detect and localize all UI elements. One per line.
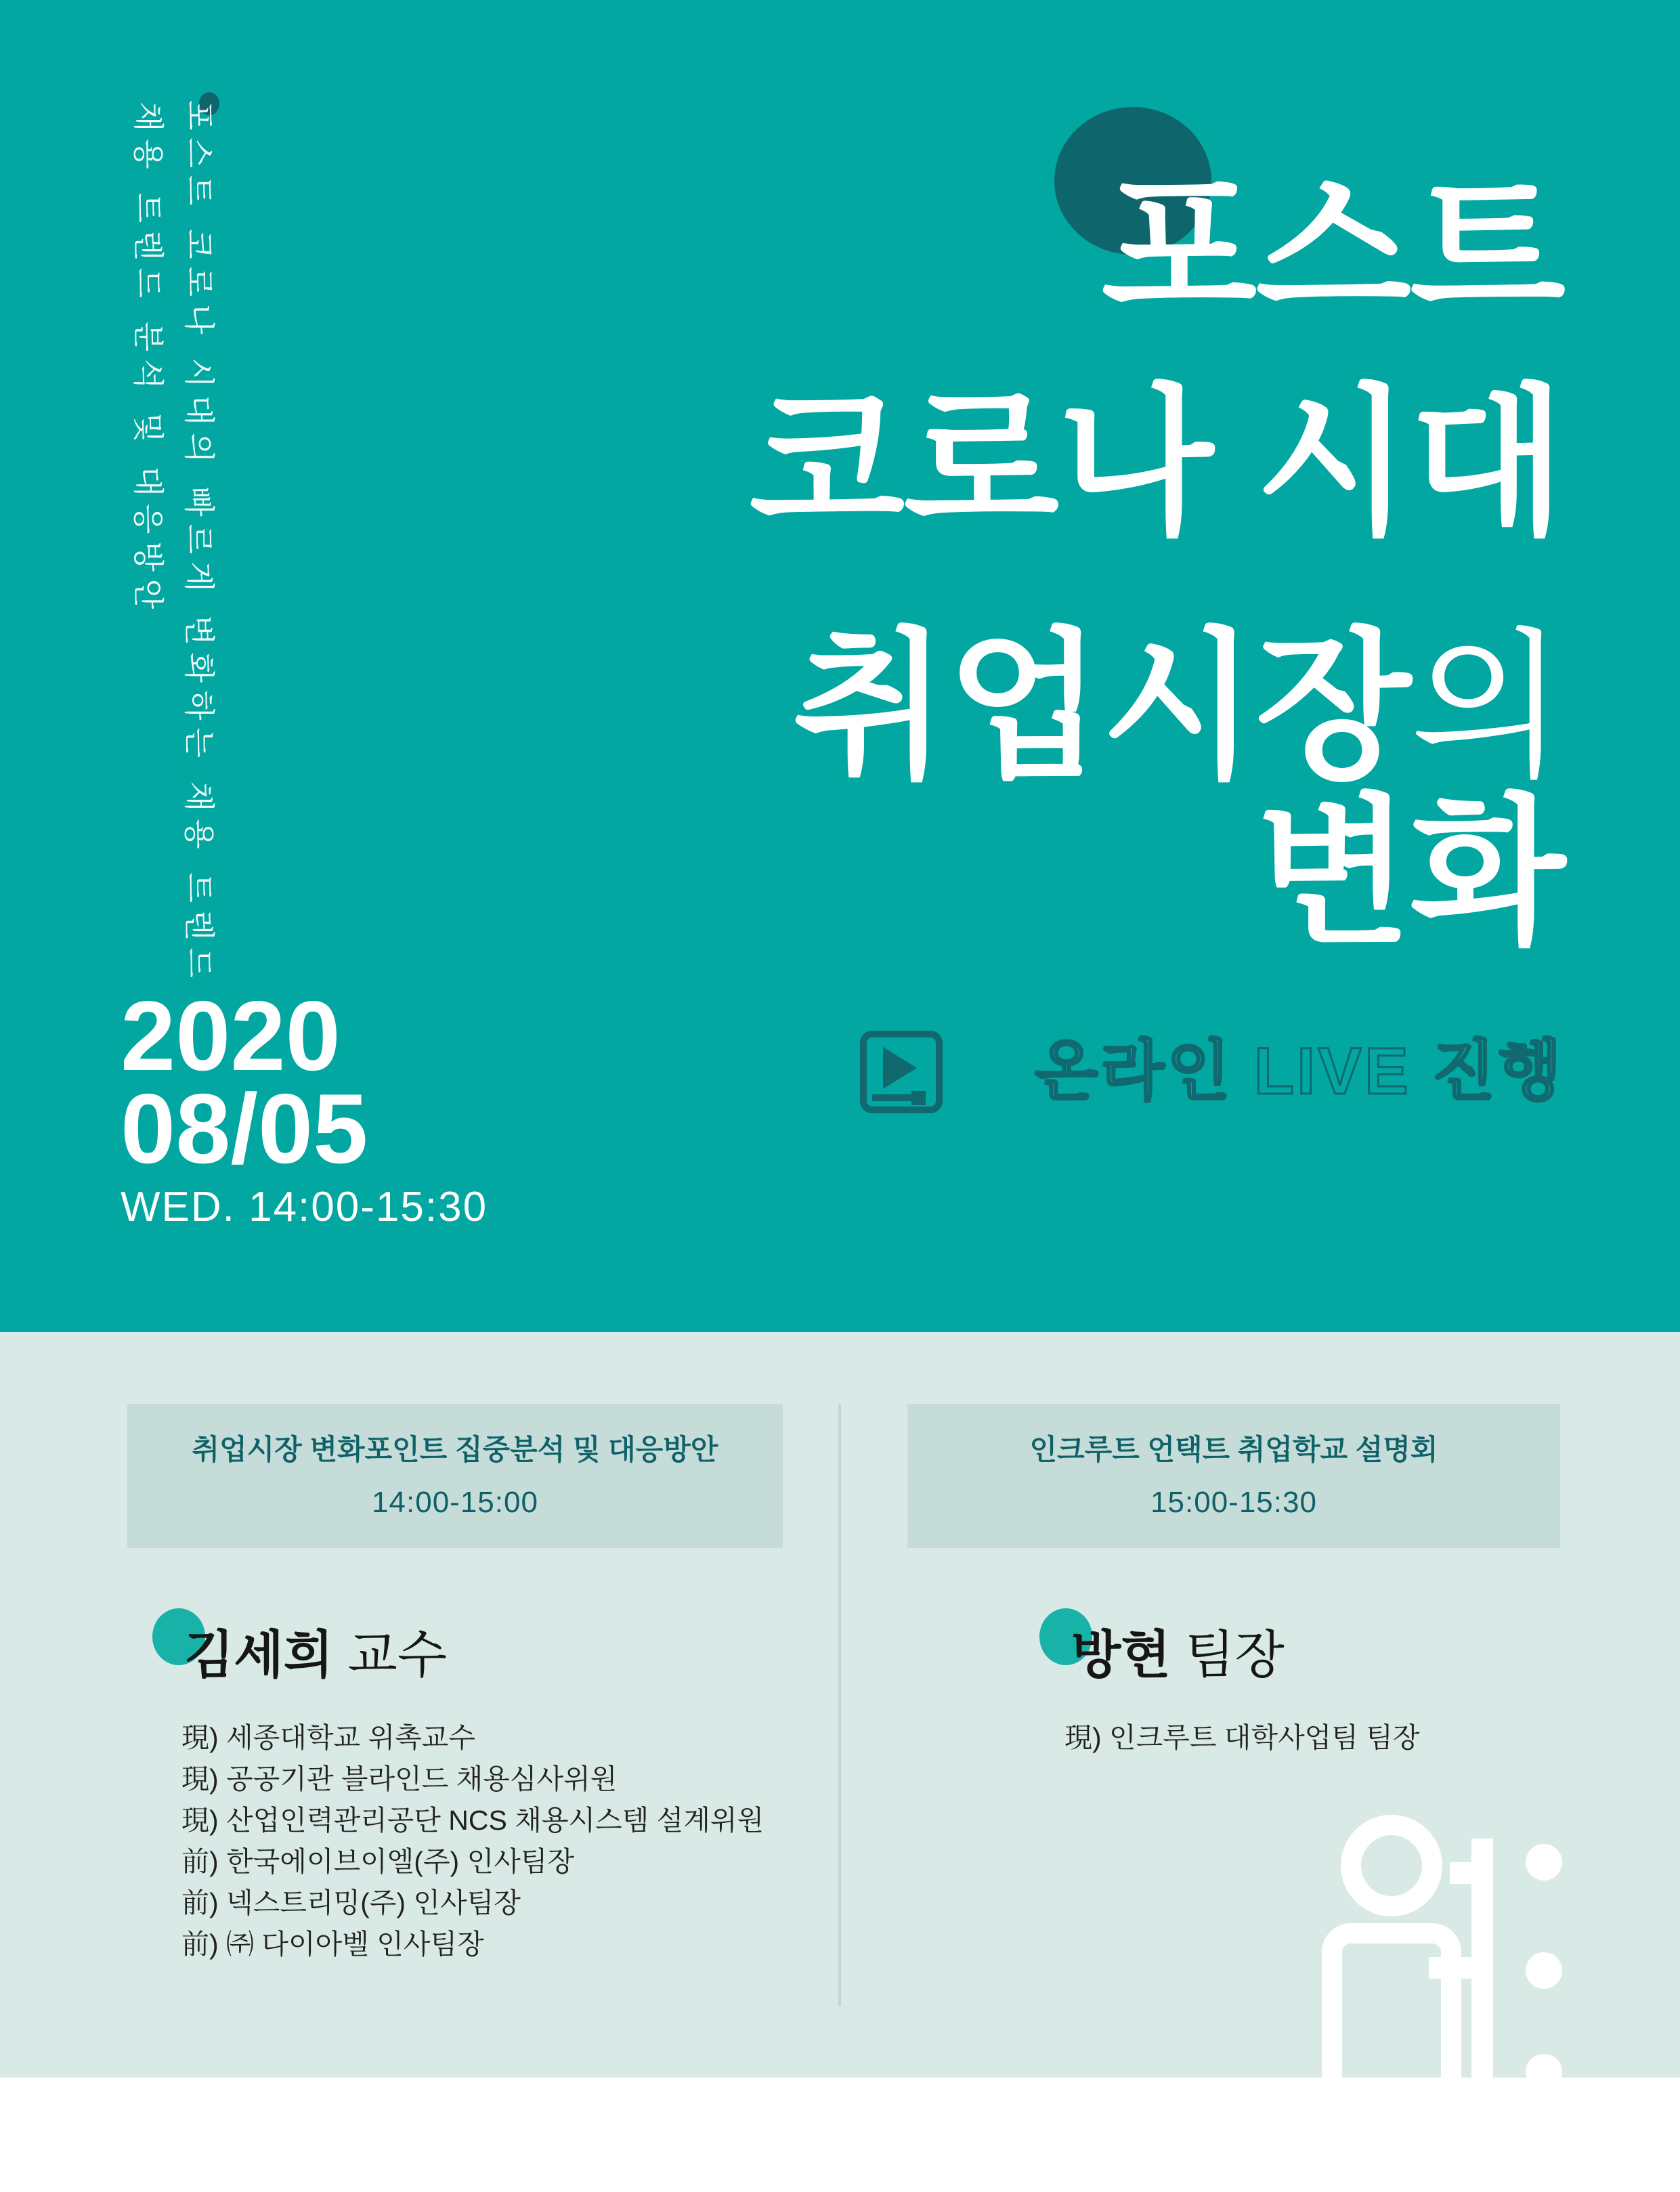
career-item: 前) 한국에이브이엘(주) 인사팀장 — [181, 1846, 575, 1877]
speaker-2-name — [1071, 1625, 1285, 1687]
career-item: 現) 공공기관 블라인드 채용심사위원 — [181, 1763, 618, 1795]
live-badge: 온라인 LIVE 진행 — [1034, 1034, 1564, 1108]
session-card-2 — [907, 1404, 1560, 1548]
title-line-1: 포스트 — [1101, 160, 1564, 340]
speaker-2-name-text: 방현 — [1071, 1627, 1171, 1684]
speaker-1-name-text: 김세희 — [184, 1627, 334, 1684]
video-player-icon — [857, 1028, 945, 1116]
title-line-3-bold: 취업시장 — [792, 618, 1410, 797]
title-line-2: 코로나 시대 — [749, 374, 1564, 553]
session-card-1 — [127, 1404, 783, 1548]
session-1-title: 취업시장 변화포인트 집중분석 및 대응방안 — [192, 1433, 718, 1465]
person-orgchart-graphic — [1290, 1798, 1581, 2078]
session-2-time: 15:00-15:30 — [1150, 1485, 1317, 1519]
career-item: 現) 산업인력관리공단 NCS 채용시스템 설계위원 — [181, 1805, 764, 1836]
career-item: 現) 세종대학교 위촉교수 — [181, 1722, 475, 1753]
event-date: 08/05 — [121, 1073, 368, 1184]
title-line-3 — [792, 618, 1564, 797]
event-year: 2020 — [121, 981, 341, 1091]
session-1-time: 14:00-15:00 — [372, 1485, 538, 1519]
speaker-2-career-list — [1064, 1717, 1420, 1759]
career-item: 前) 넥스트리밍(주) 인사팀장 — [181, 1887, 521, 1918]
career-item: 現) 인크루트 대학사업팀 팀장 — [1064, 1722, 1420, 1753]
speaker-1-career-list — [181, 1717, 764, 1965]
title-line-3-light: 의 — [1410, 618, 1564, 797]
speaker-2-role: 팀장 — [1184, 1627, 1285, 1684]
speaker-1-name — [184, 1625, 447, 1687]
program-section — [0, 1332, 1680, 2078]
speaker-1-role: 교수 — [347, 1627, 448, 1684]
session-2-title: 인크루트 언택트 취업학교 설명회 — [1029, 1433, 1438, 1465]
side-vertical-text-inner: 채용 트렌드 분석 및 대응방안 — [131, 102, 166, 617]
career-item: 前) ㈜ 다이아벨 인사팀장 — [181, 1929, 484, 1960]
column-divider — [838, 1404, 841, 2006]
event-weekday-time: WED. 14:00-15:30 — [121, 1184, 488, 1230]
side-vertical-text-outer: 포스트 코로나 시대의 빠르게 변화하는 채용 트렌드 — [181, 100, 217, 985]
footer-section — [0, 2078, 1680, 2192]
title-line-4: 변화 — [1255, 783, 1564, 963]
